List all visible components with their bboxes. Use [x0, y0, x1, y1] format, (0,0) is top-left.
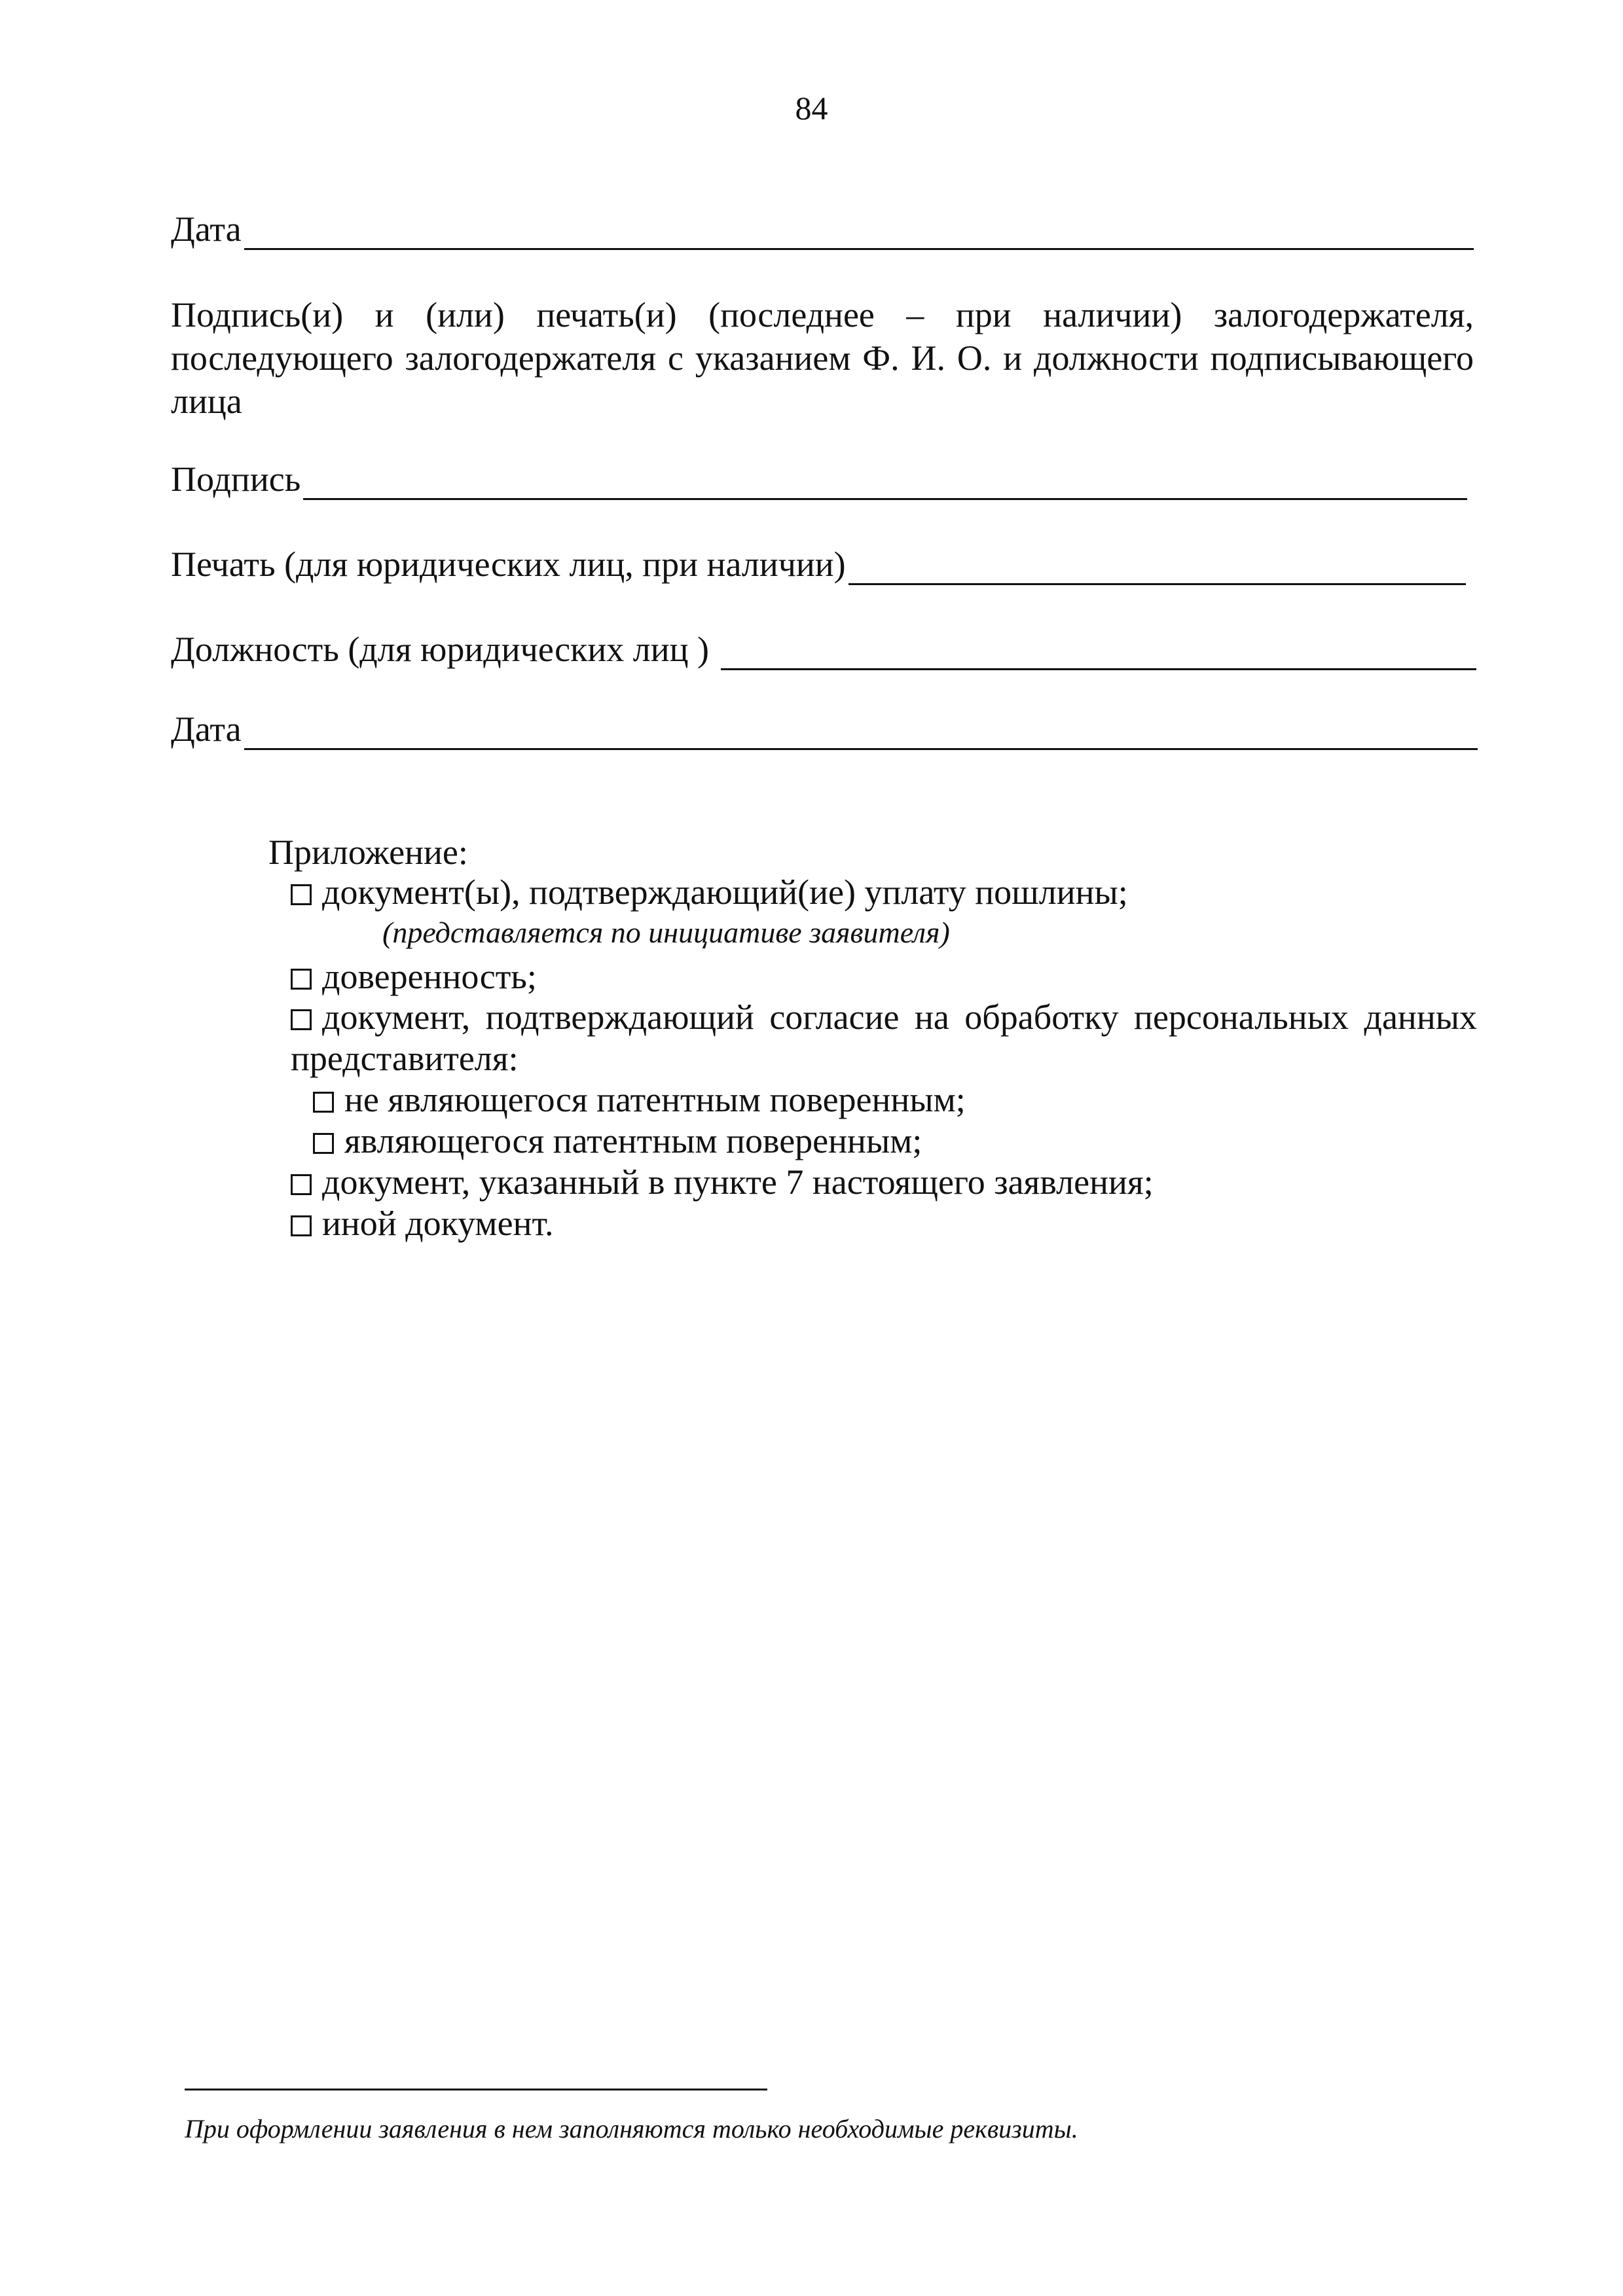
- signature-label: Подпись: [171, 459, 301, 499]
- attachment-consent-continuation: [291, 1037, 519, 1079]
- attachment-item-7-document[interactable]: [291, 1161, 1154, 1203]
- checkbox-consent-document[interactable]: [291, 1009, 312, 1030]
- attachment-not-patent-attorney[interactable]: [313, 1079, 966, 1121]
- attachment-fee-document[interactable]: [291, 871, 1128, 913]
- fee-note: (представляется по инициативе заявителя): [382, 916, 950, 949]
- attachment-other-document[interactable]: [291, 1202, 554, 1244]
- checkbox-power-of-attorney[interactable]: [291, 969, 312, 990]
- attachments-title: Приложение:: [268, 833, 468, 872]
- page-number: 84: [795, 90, 828, 126]
- signature-instructions-line-2: последующего залогодержателя с указанием Ф. И. О. и должности подписывающего: [171, 338, 1474, 378]
- checkbox-other-document[interactable]: [291, 1215, 312, 1236]
- footnote-separator: [185, 2089, 767, 2090]
- footnote-text: При оформлении заявления в нем заполняются только необходимые реквизиты.: [185, 2114, 1078, 2144]
- seal-underline[interactable]: [848, 550, 1466, 585]
- position-underline[interactable]: [721, 636, 1476, 670]
- date-field-top[interactable]: [171, 208, 1474, 250]
- attachment-patent-attorney[interactable]: [313, 1120, 922, 1162]
- date-label: Дата: [171, 209, 242, 249]
- signature-field[interactable]: [171, 458, 1467, 500]
- position-field[interactable]: [171, 628, 1476, 670]
- date-field-bottom[interactable]: [171, 708, 1478, 750]
- position-label: Должность (для юридических лиц ): [171, 630, 709, 669]
- attachment-label: доверенность;: [322, 957, 537, 996]
- signature-instructions: [171, 293, 1474, 423]
- attachment-label: документ(ы), подтверждающий(ие) уплату пошлины;: [322, 872, 1128, 912]
- date-underline-bottom[interactable]: [244, 715, 1478, 750]
- attachment-label: документ, указанный в пункте 7 настоящего заявления;: [322, 1162, 1154, 1202]
- signature-instructions-line-3: лица: [171, 382, 242, 421]
- signature-instructions-line-1: Подпись(и) и (или) печать(и) (последнее – при наличии) залогодержателя,: [171, 295, 1474, 334]
- attachment-label: документ, подтверждающий согласие на обработку персональных данных: [322, 997, 1477, 1037]
- attachment-label: не являющегося патентным поверенным;: [344, 1080, 966, 1119]
- attachment-label: являющегося патентным поверенным;: [344, 1121, 922, 1160]
- signature-underline[interactable]: [303, 465, 1467, 500]
- attachment-consent-document[interactable]: [291, 996, 1477, 1038]
- date-label-bottom: Дата: [171, 709, 242, 749]
- date-underline[interactable]: [244, 215, 1474, 250]
- attachment-label-continuation: представителя:: [291, 1039, 519, 1078]
- attachment-power-of-attorney[interactable]: [291, 956, 537, 997]
- checkbox-item-7-document[interactable]: [291, 1174, 312, 1195]
- checkbox-not-patent-attorney[interactable]: [313, 1092, 334, 1113]
- checkbox-patent-attorney[interactable]: [313, 1133, 334, 1154]
- checkbox-fee-document[interactable]: [291, 884, 312, 905]
- seal-field[interactable]: [171, 543, 1466, 585]
- seal-label: Печать (для юридических лиц, при наличии): [171, 545, 846, 584]
- attachment-label: иной документ.: [322, 1204, 554, 1243]
